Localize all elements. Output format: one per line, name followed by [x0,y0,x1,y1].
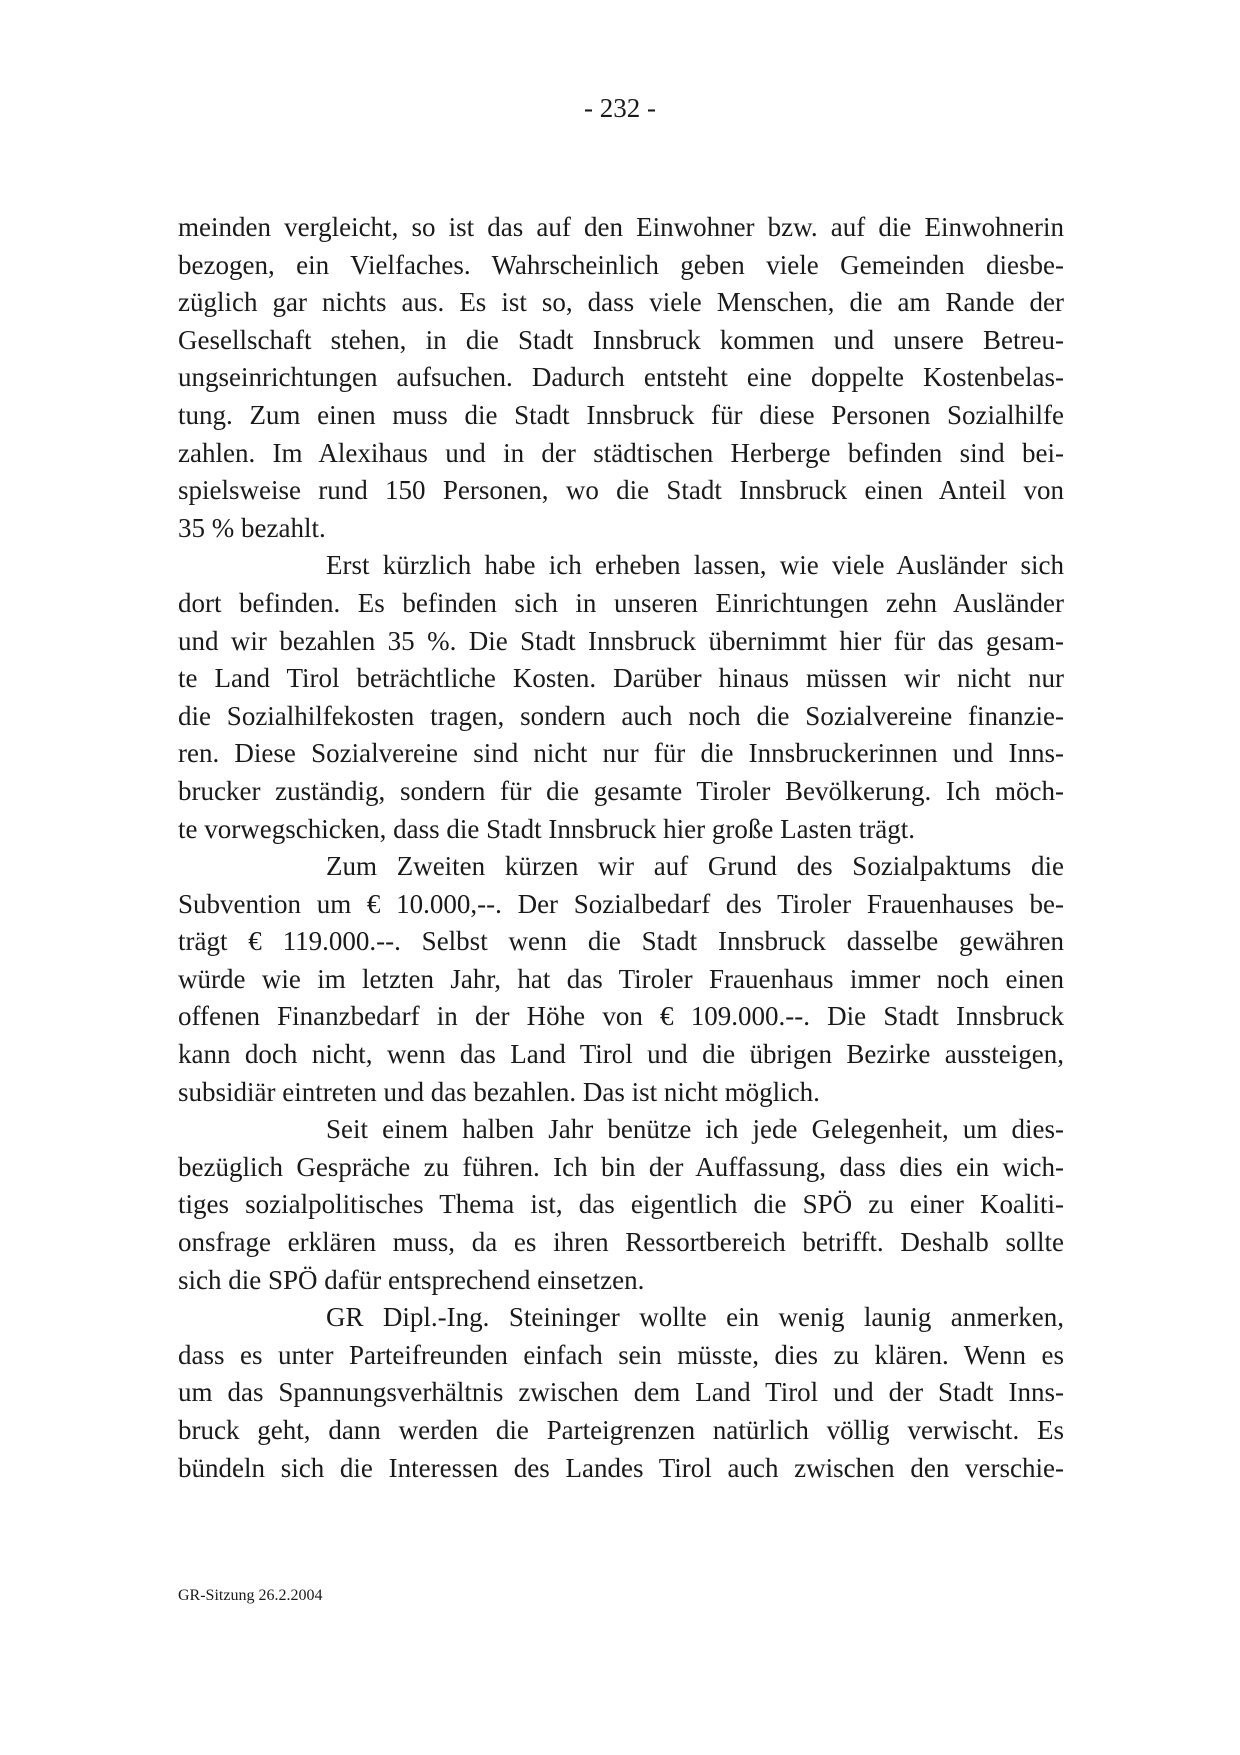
text-line: trägt € 119.000.--. Selbst wenn die Stadt Innsbruck dasselbe gewähren [178,926,1064,957]
text-line: dort befinden. Es befinden sich in unseren Einrichtungen zehn Ausländer [178,587,1064,618]
text-line: bezogen, ein Vielfaches. Wahrscheinlich geben viele Gemeinden diesbe- [178,249,1064,280]
text-line: würde wie im letzten Jahr, hat das Tiroler Frauenhaus immer noch einen [178,963,1064,994]
text-line: und wir bezahlen 35 %. Die Stadt Innsbruck übernimmt hier für das gesam- [178,625,1064,656]
footer-session-date: GR-Sitzung 26.2.2004 [178,1587,323,1604]
paragraph-first-line: GR Dipl.-Ing. Steininger wollte ein wenig launig anmerken, [326,1302,1064,1333]
text-line: um das Spannungsverhältnis zwischen dem Land Tirol und der Stadt Inns- [178,1377,1064,1408]
text-line: bezüglich Gespräche zu führen. Ich bin der Auffassung, dass dies ein wich- [178,1151,1064,1182]
text-line: bündeln sich die Interessen des Landes Tirol auch zwischen den verschie- [178,1452,1064,1483]
text-line: sich die SPÖ dafür entsprechend einsetzen. [178,1264,645,1295]
text-line: kann doch nicht, wenn das Land Tirol und die übrigen Bezirke aussteigen, [178,1039,1064,1070]
text-line: die Sozialhilfekosten tragen, sondern auch noch die Sozialvereine finanzie- [178,700,1064,731]
paragraph-first-line: Seit einem halben Jahr benütze ich jede Gelegenheit, um dies- [326,1114,1064,1145]
page-number: - 232 - [584,93,656,123]
paragraph-first-line: Zum Zweiten kürzen wir auf Grund des Sozialpaktums die [326,851,1064,882]
text-line: bruck geht, dann werden die Parteigrenzen natürlich völlig verwischt. Es [178,1415,1064,1445]
text-line: brucker zuständig, sondern für die gesamte Tiroler Bevölkerung. Ich möch- [178,775,1064,806]
text-line: dass es unter Parteifreunden einfach sein müsste, dies zu klären. Wenn es [178,1339,1064,1370]
text-line: meinden vergleicht, so ist das auf den Einwohner bzw. auf die Einwohnerin [178,212,1064,242]
text-line: 35 % bezahlt. [178,512,326,543]
text-line: offenen Finanzbedarf in der Höhe von € 109.000.--. Die Stadt Innsbruck [178,1001,1064,1032]
paragraph-first-line: Erst kürzlich habe ich erheben lassen, wie viele Ausländer sich [326,550,1064,581]
text-line: zahlen. Im Alexihaus und in der städtischen Herberge befinden sind bei- [178,437,1064,468]
text-line: Subvention um € 10.000,--. Der Sozialbedarf des Tiroler Frauenhauses be- [178,888,1064,919]
text-line: onsfrage erklären muss, da es ihren Ressortbereich betrifft. Deshalb sollte [178,1227,1064,1258]
text-line: subsidiär eintreten und das bezahlen. Das ist nicht möglich. [178,1076,820,1107]
text-line: tiges sozialpolitisches Thema ist, das eigentlich die SPÖ zu einer Koaliti- [178,1189,1064,1220]
text-line: Gesellschaft stehen, in die Stadt Innsbruck kommen und unsere Betreu- [178,324,1064,355]
text-line: te vorwegschicken, dass die Stadt Innsbruck hier große Lasten trägt. [178,813,916,844]
text-line: te Land Tirol beträchtliche Kosten. Darüber hinaus müssen wir nicht nur [178,663,1064,694]
text-line: ungseinrichtungen aufsuchen. Dadurch entsteht eine doppelte Kostenbelas- [178,362,1064,393]
text-line: spielsweise rund 150 Personen, wo die Stadt Innsbruck einen Anteil von [178,475,1064,506]
text-line: tung. Zum einen muss die Stadt Innsbruck für diese Personen Sozialhilfe [178,399,1064,430]
text-line: züglich gar nichts aus. Es ist so, dass viele Menschen, die am Rande der [178,287,1064,318]
text-line: ren. Diese Sozialvereine sind nicht nur für die Innsbruckerinnen und Inns- [178,738,1064,769]
body-text [178,209,1064,1487]
